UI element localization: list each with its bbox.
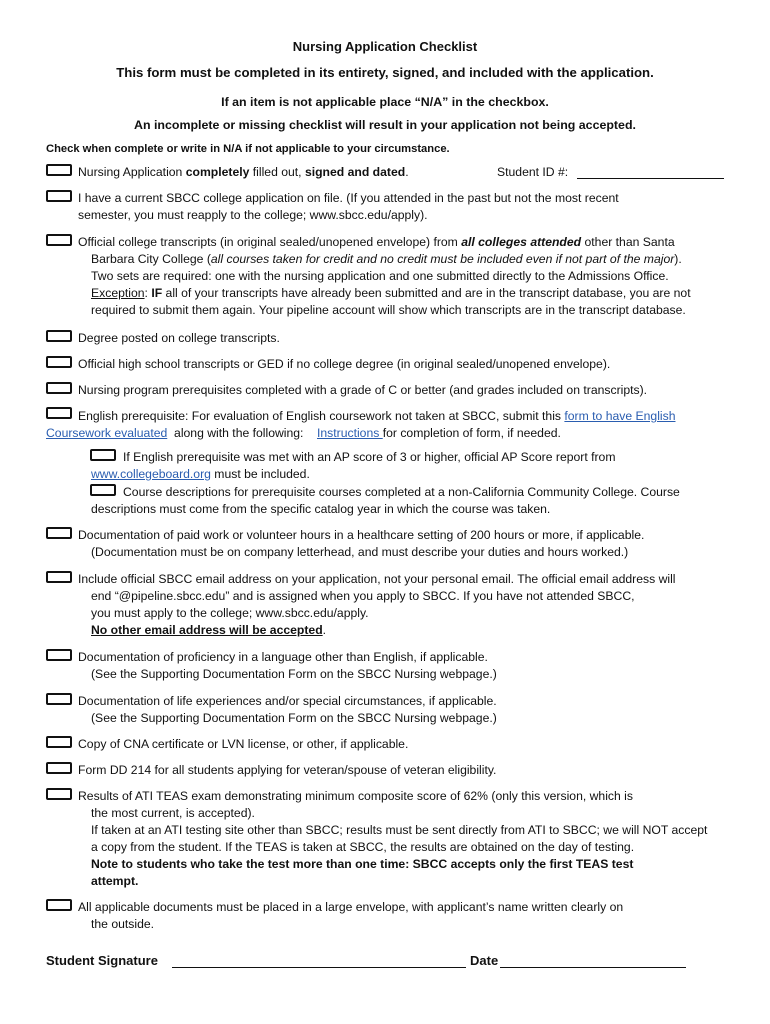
checkbox-application[interactable] (46, 164, 72, 176)
checkbox-work-hours[interactable] (46, 527, 72, 539)
student-id-label: Student ID #: (497, 165, 569, 179)
item-course-descriptions: Course descriptions for prerequisite courses completed at a non-California Community College. Course (123, 485, 680, 499)
item-english-line2: Coursework evaluated along with the following: Instructions for completion of form, if needed. (46, 426, 561, 440)
item-envelope: All applicable documents must be placed in a large envelope, with applicant’s name written clearly on the outside. (78, 900, 624, 931)
student-id-field[interactable] (577, 178, 724, 179)
item-prerequisites: Nursing program prerequisites completed with a grade of C or better (and grades included on transcripts). (78, 383, 648, 397)
item-language: Documentation of proficiency in a language other than English, if applicable. (See the Supporting Documentation Form on the SBCC Nursing webpage.) (78, 650, 497, 681)
checkbox-prerequisites[interactable] (46, 382, 72, 394)
signature-field[interactable] (172, 967, 466, 968)
item-cna: Copy of CNA certificate or LVN license, or other, if applicable. (78, 737, 409, 751)
checkbox-language[interactable] (46, 649, 72, 661)
instruction: Check when complete or write in N/A if not applicable to your circumstance. (46, 143, 450, 155)
collegeboard-link[interactable]: www.collegeboard.org (91, 467, 211, 481)
item-english-line1: English prerequisite: For evaluation of English coursework not taken at SBCC, submit this form to have English (78, 409, 676, 423)
checkbox-cna[interactable] (46, 736, 72, 748)
subtitle: This form must be completed in its entirety, signed, and included with the application. (116, 65, 654, 80)
date-field[interactable] (500, 967, 686, 968)
instructions-link[interactable]: Instructions (317, 426, 383, 440)
item-work-hours: Documentation of paid work or volunteer hours in a healthcare setting of 200 hours or more, if applicable. (Documentation must be on company letterhead, and must describe your duties and hours worked.) (78, 528, 645, 559)
checkbox-degree[interactable] (46, 330, 72, 342)
item-degree: Degree posted on college transcripts. (78, 331, 280, 345)
item-application: Nursing Application completely filled out, signed and dated. (78, 165, 409, 179)
checkbox-high-school[interactable] (46, 356, 72, 368)
checkbox-email[interactable] (46, 571, 72, 583)
signature-label: Student Signature (46, 953, 158, 968)
checkbox-transcripts[interactable] (46, 234, 72, 246)
page-title: Nursing Application Checklist (292, 39, 478, 54)
english-form-link[interactable]: form to have English (564, 409, 676, 423)
item-email: Include official SBCC email address on your application, not your personal email. The official email address will end “@pipeline.sbcc.edu” and is assigned when you apply to SBCC. If you have not attended SBCC, you must apply to the college; www.sbcc.edu/apply. No other email address will be accepted. (78, 572, 676, 637)
checkbox-ap-score[interactable] (90, 449, 116, 461)
item-life-experiences: Documentation of life experiences and/or special circumstances, if applicable. (See the Supporting Documentation Form on the SBCC Nursing webpage.) (78, 694, 497, 725)
item-ap-score: If English prerequisite was met with an AP score of 3 or higher, official AP Score report from (123, 450, 616, 464)
checkbox-college-application[interactable] (46, 190, 72, 202)
checkbox-envelope[interactable] (46, 899, 72, 911)
na-note: If an item is not applicable place “N/A” in the checkbox. (221, 95, 549, 109)
item-dd214: Form DD 214 for all students applying for veteran/spouse of veteran eligibility. (78, 763, 497, 777)
item-course-descriptions-cont: descriptions must come from the specific catalog year in which the course was taken. (91, 502, 551, 516)
item-high-school: Official high school transcripts or GED if no college degree (in original sealed/unopened envelope). (78, 357, 611, 371)
checkbox-course-descriptions[interactable] (90, 484, 116, 496)
item-ap-score-cont: www.collegeboard.org must be included. (91, 467, 310, 481)
english-form-link-cont[interactable]: Coursework evaluated (46, 426, 168, 440)
item-college-application: I have a current SBCC college application on file. (If you attended in the past but not the most recent semester, you must reapply to the college; www.sbcc.edu/apply). (78, 191, 619, 222)
checkbox-dd214[interactable] (46, 762, 72, 774)
item-transcripts: Official college transcripts (in original sealed/unopened envelope) from all colleges attended other than Santa Barbara City College (all courses taken for credit and no credit must be included even if not part of the major). Two sets are required: one with the nursing application and one submitted directly to the Admissions Office. Exception: IF all of your transcripts have already been submitted and are in the transcript database, you are not required to submit them again. Your pipeline account will show which transcripts are in the transcript database. (78, 235, 691, 317)
checkbox-life-experiences[interactable] (46, 693, 72, 705)
checkbox-teas[interactable] (46, 788, 72, 800)
checkbox-english[interactable] (46, 407, 72, 419)
item-teas: Results of ATI TEAS exam demonstrating minimum composite score of 62% (only this version, which is the most current, is accepted). If taken at an ATI testing site other than SBCC; results must be sent directly from ATI to SBCC; we will NOT accept a copy from the student. If the TEAS is taken at SBCC, the results are obtained on the day of testing. Note to students who take the test more than one time: SBCC accepts only the first TEAS test attempt. (78, 789, 708, 888)
date-label: Date (470, 953, 499, 968)
incomplete-note: An incomplete or missing checklist will result in your application not being accepted. (134, 118, 636, 132)
